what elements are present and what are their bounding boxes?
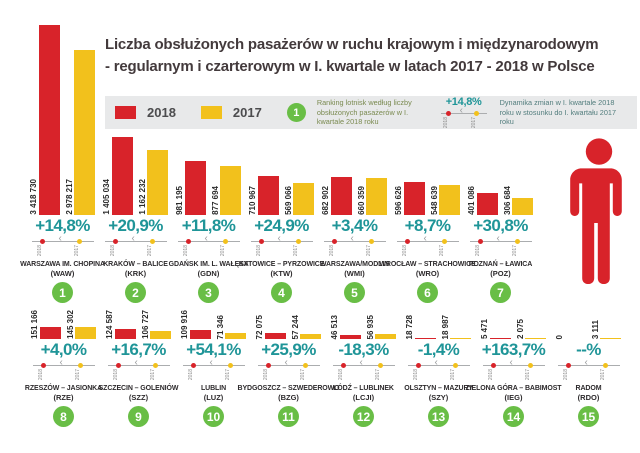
change-percent: +14,8%: [35, 216, 90, 235]
bar-pair-2017: [504, 186, 534, 215]
airport-code: (SZY): [428, 393, 449, 402]
axis-year-2017-label: 2017: [292, 245, 299, 257]
bar-2018: [185, 161, 206, 216]
airport-code: (POZ): [490, 269, 511, 278]
airport-name: SZCZECIN – GOLENIÓW: [98, 385, 179, 392]
rank-badge: 10: [203, 406, 224, 427]
legend-2018-label: 2018: [147, 105, 176, 120]
dot-2018-icon: [113, 239, 118, 244]
trend-axis: [108, 357, 170, 382]
change-percent: +54,1%: [186, 340, 241, 359]
dot-2017-icon: [153, 363, 158, 368]
axis-year-2018-label: 2018: [112, 369, 119, 381]
bar-value-label: 2 075: [515, 318, 525, 339]
trend-axis: [483, 357, 545, 382]
bar-2018: [258, 176, 279, 216]
chevron-left-icon: ‹: [277, 233, 281, 244]
airport-code: (KTW): [270, 269, 293, 278]
bar-pair-2018: [256, 315, 286, 339]
airport-code: (WMI): [344, 269, 365, 278]
bar-value-label: 569 066: [283, 186, 293, 215]
change-percent: +4,0%: [40, 340, 87, 359]
airport-code: (LCJI): [352, 393, 375, 402]
bar-2018: [404, 182, 425, 215]
change-percent: +163,7%: [481, 340, 546, 359]
bar-pair-2017: [592, 320, 622, 339]
bar-pair-2018: [176, 161, 206, 216]
bar-pair-2018: [481, 319, 511, 339]
rank-badge: 7: [490, 282, 511, 303]
axis-year-2018-label: 2018: [412, 369, 419, 381]
airport-code: (RDO): [577, 393, 600, 402]
bar-value-label: 2 978 217: [64, 179, 74, 215]
bar-2018: [115, 329, 136, 339]
bar-2017: [300, 334, 321, 339]
trend-axis: [408, 357, 470, 382]
airport-name: KRAKÓW – BALICE: [103, 261, 168, 268]
bar-value-label: 56 935: [365, 314, 375, 339]
page-title-line1: Liczba obsłużonych pasażerów w ruchu krajowym i międzynarodowym: [105, 36, 599, 53]
bar-value-label: 46 513: [329, 314, 339, 339]
airport-name: GDAŃSK IM. L. WAŁĘSY: [168, 261, 249, 268]
trend-axis: [258, 357, 320, 382]
trend-axis: [32, 233, 94, 258]
bar-2017: [439, 185, 460, 216]
bar-pair-2018: [106, 310, 136, 339]
bar-value-label: 0: [554, 334, 564, 339]
axis-year-2017-label: 2017: [470, 116, 477, 128]
chevron-left-icon: ‹: [350, 233, 354, 244]
rank-badge: 5: [344, 282, 365, 303]
dot-2018-icon: [191, 363, 196, 368]
airport-name: WARSZAWA/MODLIN: [319, 261, 390, 268]
axis-year-2018-label: 2018: [36, 245, 43, 257]
legend-dynamics-note: Dynamika zmian w I. kwartale 2018 roku w stosunku do I. kwartału 2017 roku: [499, 98, 617, 127]
axis-year-2017-label: 2017: [524, 369, 531, 381]
bar-chart: [103, 25, 169, 215]
airport-group: [98, 284, 179, 427]
axis-year-2017-label: 2017: [449, 369, 456, 381]
dot-2017-icon: [296, 239, 301, 244]
axis-year-2017-label: 2017: [219, 245, 226, 257]
trend-axis: [333, 357, 395, 382]
rank-badge: 11: [278, 406, 299, 427]
axis-year-2017-label: 2017: [374, 369, 381, 381]
bar-value-label: 18 987: [440, 314, 450, 339]
trend-axis: [397, 233, 459, 258]
bar-value-label: 401 086: [466, 186, 476, 215]
bar-chart: [331, 284, 397, 339]
rank-badge: 6: [417, 282, 438, 303]
bar-value-label: 548 639: [429, 186, 439, 215]
airport-group: [168, 25, 249, 303]
chevron-left-icon: ‹: [58, 233, 62, 244]
person-icon: [562, 136, 636, 292]
airport-group: [401, 284, 476, 427]
dot-2017-icon: [515, 239, 520, 244]
trend-axis: [251, 233, 313, 258]
bar-2017: [600, 338, 621, 339]
airport-name: RADOM: [575, 385, 602, 392]
bar-2017: [150, 331, 171, 340]
axis-year-2017-label: 2017: [599, 369, 606, 381]
bar-value-label: 1 405 034: [101, 179, 111, 215]
bar-chart: [406, 284, 472, 339]
rank-badge: 3: [198, 282, 219, 303]
airport-name: ŁÓDŹ – LUBLINEK: [333, 385, 394, 392]
airport-row-bottom: [26, 284, 626, 427]
bar-pair-2018: [322, 177, 352, 215]
bar-value-label: 596 626: [393, 186, 403, 215]
page-title-line2: - regularnym i czarterowym w I. kwartale w latach 2017 - 2018 w Polsce: [105, 57, 595, 75]
dot-2017-icon: [528, 363, 533, 368]
axis-year-2018-label: 2018: [37, 369, 44, 381]
bar-value-label: 109 916: [179, 310, 189, 339]
bar-value-label: 981 195: [174, 186, 184, 215]
chevron-left-icon: ‹: [584, 357, 588, 368]
bar-pair-2017: [431, 185, 461, 216]
bar-value-label: 57 244: [290, 314, 300, 339]
axis-year-2017-label: 2017: [365, 245, 372, 257]
bar-pair-2017: [285, 183, 315, 215]
airport-name: OLSZTYN – MAZURY: [404, 385, 473, 392]
bar-2018: [40, 327, 61, 339]
bar-pair-2017: [212, 166, 242, 215]
dot-2017-icon: [369, 239, 374, 244]
axis-year-2018-label: 2018: [262, 369, 269, 381]
change-percent: -1,4%: [417, 340, 460, 359]
chevron-left-icon: ‹: [134, 357, 138, 368]
bar-value-label: 5 471: [479, 318, 489, 339]
rank-badge: 14: [503, 406, 524, 427]
chevron-left-icon: ‹: [509, 357, 513, 368]
dot-2018-icon: [116, 363, 121, 368]
change-percent: +30,8%: [473, 216, 528, 235]
bar-value-label: 3 418 730: [28, 179, 38, 215]
axis-year-2017-label: 2017: [438, 245, 445, 257]
chevron-left-icon: ‹: [459, 104, 463, 116]
airport-group: [551, 284, 626, 427]
bar-value-label: 145 302: [65, 310, 75, 339]
axis-year-2018-label: 2018: [255, 245, 262, 257]
bar-pair-2018: [249, 176, 279, 216]
airport-group: [464, 25, 537, 303]
bar-2017: [225, 333, 246, 339]
airport-code: (IEG): [504, 393, 523, 402]
trend-axis: [178, 233, 240, 258]
trend-axis: [183, 357, 245, 382]
axis-year-2017-label: 2017: [74, 369, 81, 381]
axis-year-2017-label: 2017: [224, 369, 231, 381]
dot-2017-icon: [78, 363, 83, 368]
bar-chart: [249, 25, 315, 215]
airport-code: (BZG): [278, 393, 299, 402]
bar-2017: [147, 150, 168, 215]
dot-2018-icon: [491, 363, 496, 368]
bar-2018: [190, 330, 211, 339]
bar-2018: [112, 137, 133, 215]
bar-value-label: 1 162 232: [137, 179, 147, 215]
change-percent: +16,7%: [111, 340, 166, 359]
airport-code: (KRK): [124, 269, 147, 278]
dot-2018-icon: [405, 239, 410, 244]
airport-name: BYDGOSZCZ – SZWEDEROWO: [237, 385, 340, 392]
dot-2017-icon: [77, 239, 82, 244]
dot-2018-icon: [341, 363, 346, 368]
axis-year-2017-label: 2017: [511, 245, 518, 257]
bar-pair-2017: [217, 315, 247, 339]
rank-badge: 12: [353, 406, 374, 427]
chevron-left-icon: ‹: [131, 233, 135, 244]
bar-2017: [74, 50, 95, 216]
dot-2018-icon: [41, 363, 46, 368]
bar-chart: [481, 284, 547, 339]
change-percent: +25,9%: [261, 340, 316, 359]
axis-year-2017-label: 2017: [149, 369, 156, 381]
chevron-left-icon: ‹: [496, 233, 500, 244]
bar-2018: [340, 335, 361, 339]
airport-code: (LUZ): [203, 393, 224, 402]
change-percent: +8,7%: [404, 216, 451, 235]
axis-year-2017-label: 2017: [299, 369, 306, 381]
legend-ranking-note: Ranking lotnisk według liczby obsłużonych pasażerów w I. kwartale 2018 roku: [316, 98, 412, 127]
dot-2018-icon: [416, 363, 421, 368]
dot-2018-icon: [40, 239, 45, 244]
bar-2017: [293, 183, 314, 215]
trend-axis: [558, 357, 620, 382]
bar-pair-2017: [358, 178, 388, 215]
airport-group: [465, 284, 562, 427]
bar-chart: [106, 284, 172, 339]
dot-2017-icon: [223, 239, 228, 244]
airport-code: (WAW): [50, 269, 75, 278]
rank-badge: 8: [53, 406, 74, 427]
bar-pair-2017: [67, 310, 97, 339]
airport-name: RZESZÓW – JASIONKA: [24, 385, 103, 392]
bar-2018: [477, 193, 498, 215]
bar-pair-2018: [31, 310, 61, 339]
rank-badge: 13: [428, 406, 449, 427]
change-percent: +24,9%: [254, 216, 309, 235]
bar-chart: [30, 25, 96, 215]
rank-badge: 9: [128, 406, 149, 427]
bar-pair-2018: [103, 137, 133, 215]
rank-badge: 1: [52, 282, 73, 303]
airport-code: (SZZ): [128, 393, 149, 402]
airport-name: WROCŁAW – STRACHOWICE: [379, 261, 476, 268]
airport-group: [176, 284, 251, 427]
bar-2018: [39, 25, 60, 215]
airport-group: [326, 284, 401, 427]
change-percent: -18,3%: [338, 340, 389, 359]
rank-badge: 15: [578, 406, 599, 427]
bar-value-label: 682 902: [320, 186, 330, 215]
chevron-left-icon: ‹: [204, 233, 208, 244]
bar-pair-2018: [556, 335, 586, 339]
bar-2018: [331, 177, 352, 215]
airport-code: (WRO): [415, 269, 440, 278]
airport-group: [26, 284, 101, 427]
airport-name: WARSZAWA IM. CHOPINA: [20, 261, 105, 268]
bar-pair-2018: [406, 315, 436, 339]
axis-year-2018-label: 2018: [474, 245, 481, 257]
bar-pair-2018: [181, 310, 211, 339]
bar-chart: [468, 25, 534, 215]
bar-value-label: 660 359: [356, 186, 366, 215]
change-percent: +11,8%: [181, 216, 236, 235]
dot-2018-icon: [266, 363, 271, 368]
change-percent: --%: [576, 340, 601, 359]
bar-value-label: 3 111: [590, 319, 600, 339]
bar-2017: [375, 334, 396, 339]
airport-group: [99, 25, 172, 303]
bar-chart: [181, 284, 247, 339]
axis-year-2018-label: 2018: [442, 116, 449, 128]
chevron-left-icon: ‹: [59, 357, 63, 368]
airport-name: KATOWICE – PYRZOWICE: [238, 261, 325, 268]
bar-2017: [512, 198, 533, 215]
bar-chart: [556, 284, 622, 339]
bar-chart: [395, 25, 461, 215]
trend-axis: [33, 357, 95, 382]
chevron-left-icon: ‹: [434, 357, 438, 368]
bar-chart: [256, 284, 322, 339]
dot-2018-icon: [566, 363, 571, 368]
airport-code: (GDN): [197, 269, 220, 278]
axis-year-2018-label: 2018: [487, 369, 494, 381]
bar-pair-2018: [468, 186, 498, 215]
bar-2017: [366, 178, 387, 215]
dot-2018-icon: [259, 239, 264, 244]
bar-value-label: 72 075: [254, 314, 264, 339]
bar-pair-2017: [292, 315, 322, 339]
bar-value-label: 18 728: [404, 314, 414, 339]
bar-2017: [450, 338, 471, 340]
axis-year-2018-label: 2018: [187, 369, 194, 381]
bar-chart: [322, 25, 388, 215]
bar-pair-2017: [66, 50, 96, 216]
change-percent: +20,9%: [108, 216, 163, 235]
chevron-left-icon: ‹: [359, 357, 363, 368]
rank-badge: 2: [125, 282, 146, 303]
dot-2017-icon: [442, 239, 447, 244]
bar-2018: [265, 333, 286, 339]
bar-2017: [525, 338, 546, 339]
airport-group: [20, 25, 105, 303]
dot-2017-icon: [303, 363, 308, 368]
bar-value-label: 710 967: [247, 186, 257, 215]
trend-axis: [470, 233, 532, 258]
airport-name: POZNAŃ – ŁAWICA: [468, 261, 533, 268]
bar-value-label: 71 346: [215, 314, 225, 339]
bar-pair-2018: [30, 25, 60, 215]
trend-axis: [324, 233, 386, 258]
axis-year-2018-label: 2018: [182, 245, 189, 257]
bar-2018: [415, 338, 436, 340]
bar-2017: [220, 166, 241, 215]
rank-badge: 4: [271, 282, 292, 303]
bar-chart: [31, 284, 97, 339]
bar-value-label: 124 587: [104, 310, 114, 339]
dot-2017-icon: [378, 363, 383, 368]
bar-pair-2017: [517, 319, 547, 339]
bar-chart: [176, 25, 242, 215]
dot-2017-icon: [453, 363, 458, 368]
bar-pair-2017: [367, 315, 397, 339]
chevron-left-icon: ‹: [423, 233, 427, 244]
chevron-left-icon: ‹: [209, 357, 213, 368]
axis-year-2018-label: 2018: [401, 245, 408, 257]
bar-2017: [75, 327, 96, 339]
trend-axis: [105, 233, 167, 258]
chevron-left-icon: ‹: [284, 357, 288, 368]
bar-pair-2018: [331, 315, 361, 339]
bar-pair-2017: [442, 315, 472, 339]
airport-name: ZIELONA GÓRA – BABIMOST: [465, 385, 562, 392]
dot-2017-icon: [603, 363, 608, 368]
legend-dynamics-value: +14,8%: [445, 95, 482, 108]
bar-value-label: 106 727: [140, 310, 150, 339]
dot-2018-icon: [478, 239, 483, 244]
axis-year-2017-label: 2017: [146, 245, 153, 257]
bar-2018: [490, 338, 511, 339]
dot-2017-icon: [228, 363, 233, 368]
airport-row-top: [20, 25, 537, 303]
bar-pair-2017: [139, 150, 169, 215]
axis-year-2017-label: 2017: [73, 245, 80, 257]
axis-year-2018-label: 2018: [109, 245, 116, 257]
legend-2017-label: 2017: [232, 105, 262, 120]
axis-year-2018-label: 2018: [328, 245, 335, 257]
legend-rank-badge-icon: 1: [287, 103, 306, 122]
bar-pair-2018: [395, 182, 425, 215]
dot-2018-icon: [186, 239, 191, 244]
change-percent: +3,4%: [331, 216, 378, 235]
airport-code: (RZE): [53, 393, 74, 402]
dot-2017-icon: [150, 239, 155, 244]
axis-year-2018-label: 2018: [562, 369, 569, 381]
bar-value-label: 877 694: [210, 186, 220, 215]
dot-2018-icon: [332, 239, 337, 244]
axis-year-2018-label: 2018: [337, 369, 344, 381]
bar-value-label: 306 684: [502, 186, 512, 215]
bar-value-label: 151 166: [29, 310, 39, 339]
airport-name: LUBLIN: [200, 385, 227, 392]
bar-pair-2017: [142, 310, 172, 339]
